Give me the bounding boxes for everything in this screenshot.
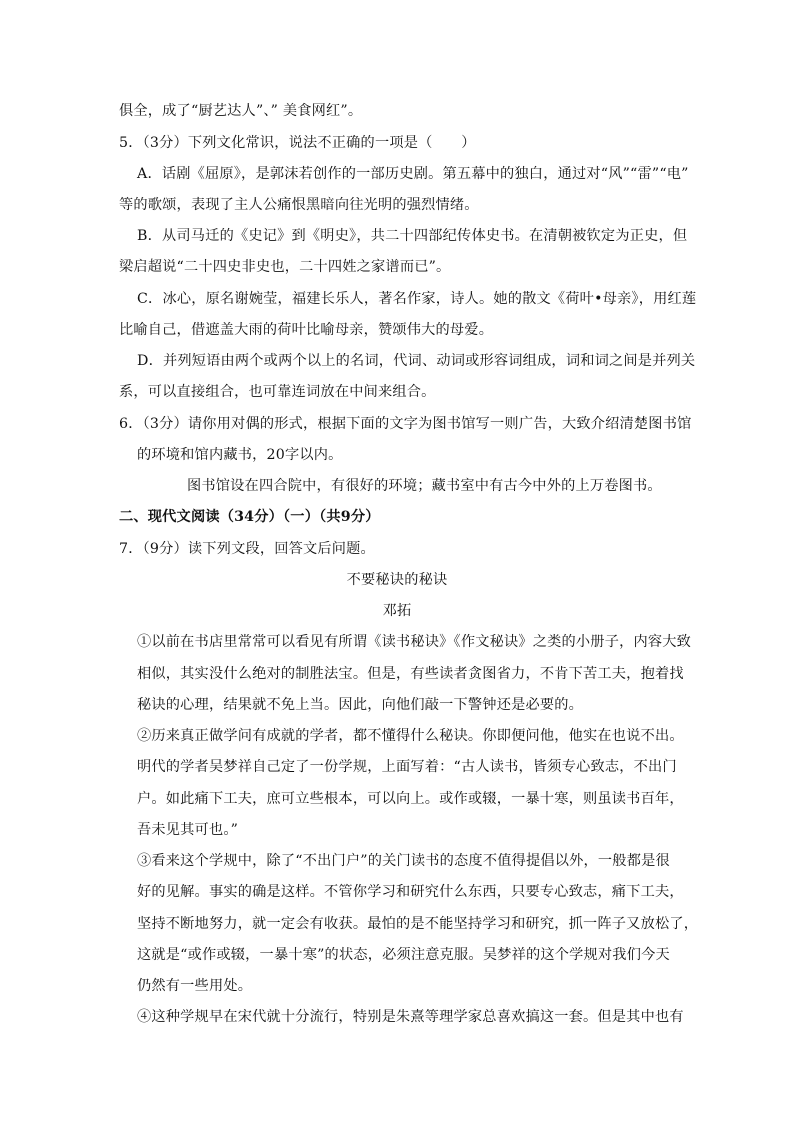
paragraph-3-line: 这就是“或作或辍，一暴十寒”的状态，必须注意克服。吴梦祥的这个学规对我们今天	[137, 947, 670, 963]
q5-option-c: C．冰心，原名谢婉莹，福建长乐人，著名作家，诗人。她的散文《荷叶•母亲》，用红莲	[137, 291, 697, 307]
section-heading: 二、现代文阅读（34分）（一）（共9分）	[119, 509, 380, 525]
paragraph-4-line: ④这种学规早在宋代就十分流行，特别是朱熹等理学家总喜欢搞这一套。但是其中也有	[137, 1009, 684, 1025]
q5-option-b: B．从司马迁的《史记》到《明史》，共二十四部纪传体史书。在清朝被钦定为正史，但	[137, 228, 688, 244]
q5-option-b-cont: 梁启超说“二十四史非史也，二十四姓之家谱而已”。	[119, 259, 451, 275]
article-title: 不要秘诀的秘诀	[346, 572, 448, 588]
q5-option-a-cont: 等的歌颂，表现了主人公痛恨黑暗向往光明的强烈情绪。	[119, 197, 479, 213]
paragraph-2-line: ②历来真正做学问有成就的学者，都不懂得什么秘诀。你即便问他，他实在也说不出。	[137, 728, 684, 744]
article-author: 邓拓	[382, 603, 412, 619]
paragraph-2-line: 吾未见其可也。”	[137, 822, 239, 838]
question-7-stem: 7．（9分）读下列文段，回答文后问题。	[119, 541, 375, 557]
paragraph-1-line: ①以前在书店里常常可以看见有所谓《读书秘诀》《作文秘诀》之类的小册子，内容大致	[137, 634, 692, 650]
question-5-stem: 5．（3分）下列文化常识，说法不正确的一项是（ ）	[119, 135, 476, 151]
paragraph-2-line: 户。如此痛下工夫，庶可立些根本，可以向上。或作或辍，一暴十寒，则虽读书百年，	[137, 791, 684, 807]
paragraph-1-line: 相似，其实没什么绝对的制胜法宝。但是，有些读者贪图省力，不肯下苦工夫，抱着找	[137, 666, 684, 682]
q5-option-a: A．话剧《屈原》，是郭沫若创作的一部历史剧。第五幕中的独白，通过对“风”“雷”“电”	[137, 166, 689, 182]
paragraph-3-line: 仍然有一些用处。	[137, 978, 253, 994]
question-6-stem: 6．（3分）请你用对偶的形式，根据下面的文字为图书馆写一则广告，大致介绍清楚图书馆	[119, 416, 692, 432]
paragraph-3-line: 好的见解。事实的确是这样。不管你学习和研究什么东西，只要专心致志，痛下工夫，	[137, 884, 684, 900]
q5-option-c-cont: 比喻自己，借遮盖大雨的荷叶比喻母亲，赞颂伟大的母爱。	[119, 322, 494, 338]
q5-option-d-cont: 系，可以直接组合，也可靠连词放在中间来组合。	[119, 384, 436, 400]
text-line: 俱全，成了“厨艺达人”、” 美食网红”。	[119, 103, 363, 119]
question-6-material: 图书馆设在四合院中，有很好的环境；藏书室中有古今中外的上万卷图书。	[187, 478, 662, 494]
paragraph-3-line: 坚持不断地努力，就一定会有收获。最怕的是不能坚持学习和研究，抓一阵子又放松了，	[137, 916, 699, 932]
paragraph-2-line: 明代的学者吴梦祥自己定了一份学规，上面写着：“古人读书，皆须专心致志，不出门	[137, 759, 677, 775]
question-6-stem-cont: 的环境和馆内藏书，20字以内。	[137, 447, 343, 463]
paragraph-1-line: 秘诀的心理，结果就不免上当。因此，向他们敲一下警钟还是必要的。	[137, 697, 584, 713]
q5-option-d: D．并列短语由两个或两个以上的名词，代词、动词或形容词组成，词和词之间是并列关	[137, 353, 696, 369]
paragraph-3-line: ③看来这个学规中，除了“不出门户”的关门读书的态度不值得提倡以外，一般都是很	[137, 853, 670, 869]
